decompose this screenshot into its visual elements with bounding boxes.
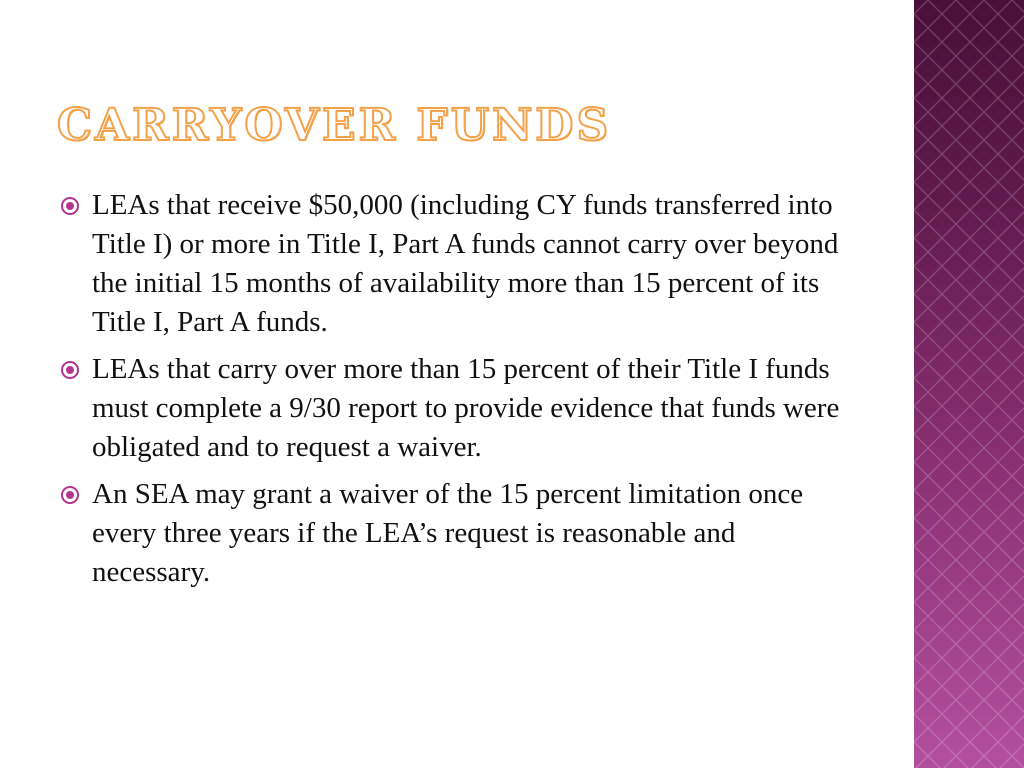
bullet-list bbox=[60, 186, 860, 600]
bullet-text: LEAs that receive $50,000 (including CY funds transferred into Title I) or more in Title I, Part A funds cannot carry over beyond the initial 15 months of availability more than 15 percent of its Title I, Part A funds. bbox=[92, 189, 839, 338]
bullet-item bbox=[60, 186, 860, 342]
bullet-text: An SEA may grant a waiver of the 15 percent limitation once every three years if the LEA’s request is reasonable and necessary. bbox=[92, 478, 804, 588]
slide-title: CARRYOVER FUNDS bbox=[57, 100, 612, 151]
circled-dot-icon bbox=[60, 475, 92, 515]
bullet-item bbox=[60, 350, 860, 467]
circled-dot-icon bbox=[60, 186, 92, 226]
bullet-item bbox=[60, 475, 860, 592]
diamond-pattern bbox=[914, 0, 1024, 768]
circled-dot-icon bbox=[60, 350, 92, 390]
bullet-text: LEAs that carry over more than 15 percent of their Title I funds must complete a 9/30 report to provide evidence that funds were obligated and to request a waiver. bbox=[92, 353, 840, 463]
decorative-side-band bbox=[912, 0, 1024, 768]
